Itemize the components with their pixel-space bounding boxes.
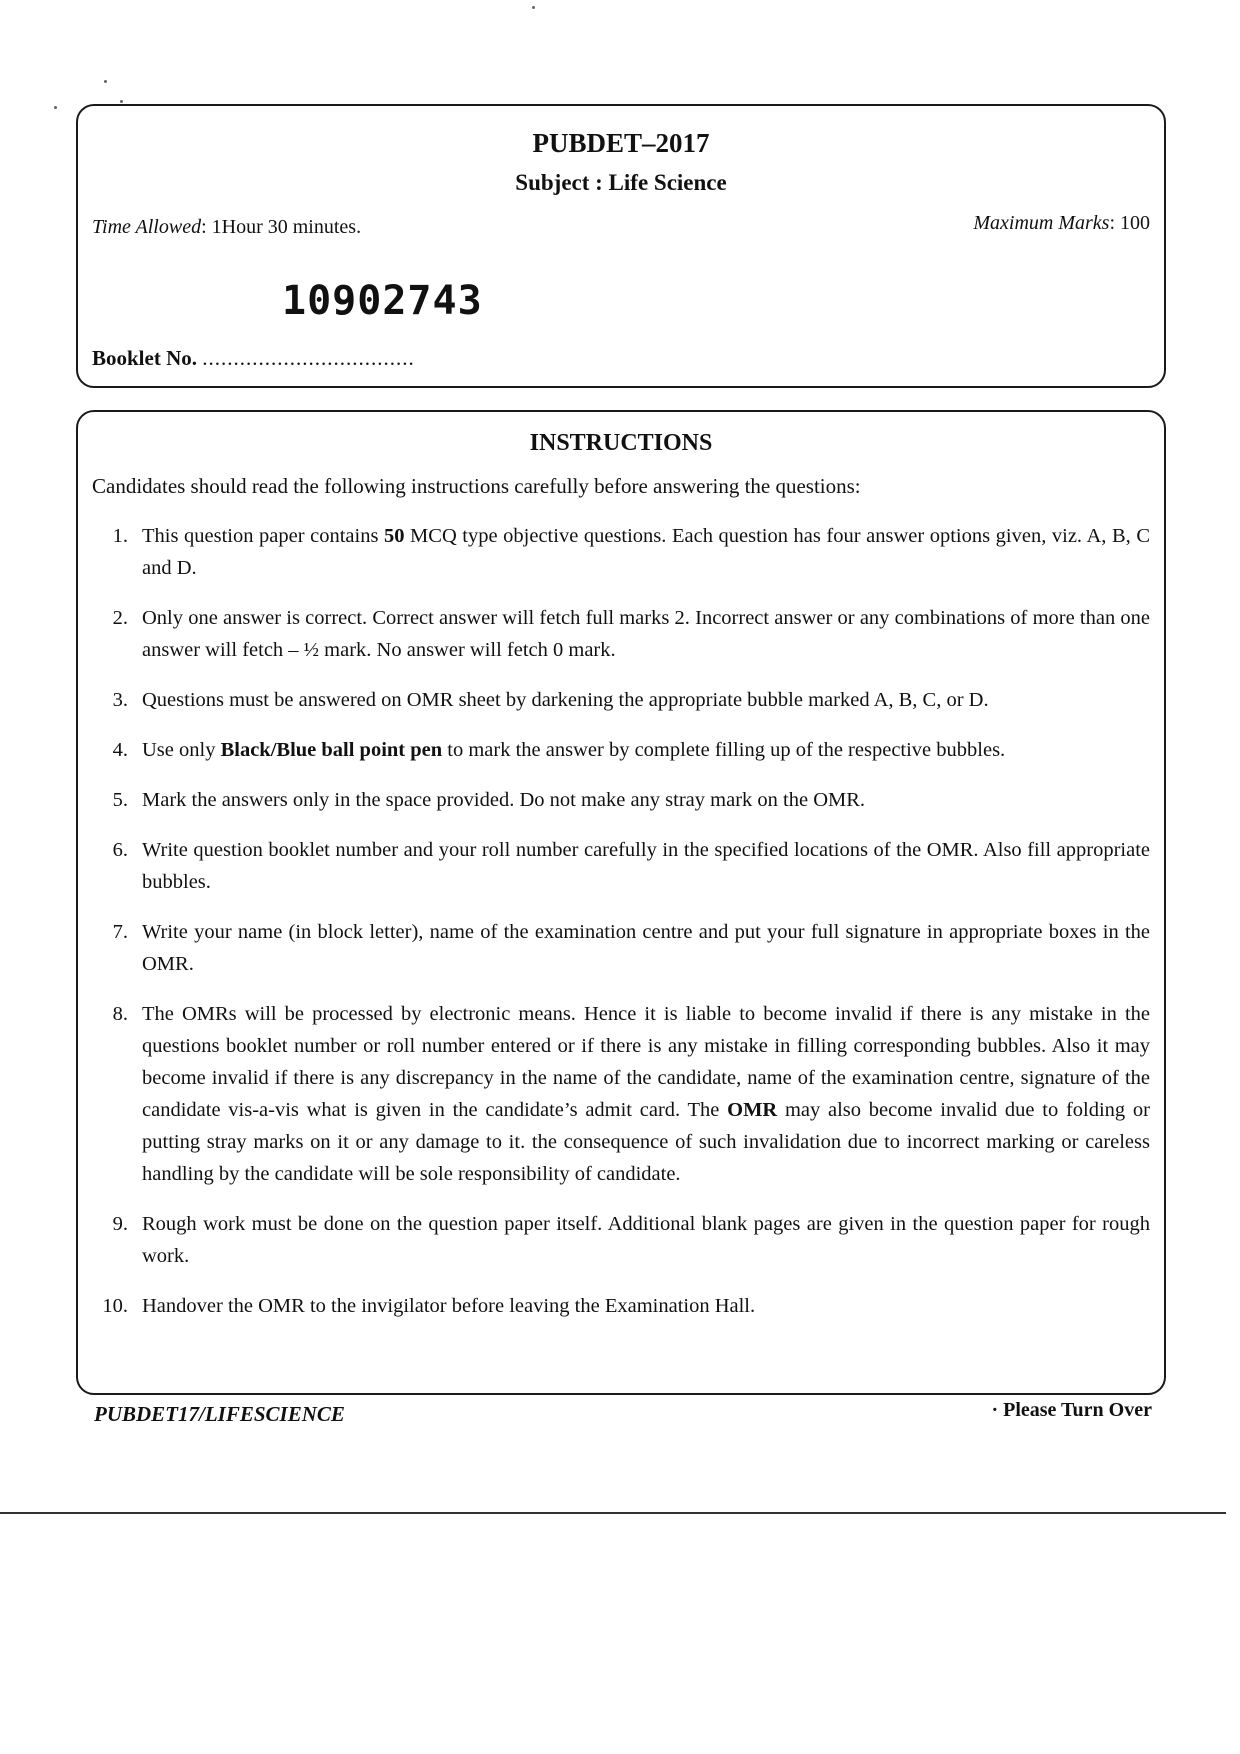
instruction-item [92,1290,1150,1322]
instruction-text: Questions must be answered on OMR sheet by darkening the appropriate bubble marked A, B, C, or D. [142,689,989,711]
instruction-number: 1. [112,525,128,547]
instruction-text: Mark the answers only in the space provided. Do not make any stray mark on the OMR. [142,789,866,811]
instruction-number: 3. [112,689,128,711]
booklet-number-stamp: 10902743 [282,278,483,324]
instruction-item [92,998,1150,1190]
instructions-intro: Candidates should read the following instructions carefully before answering the questions: [92,474,861,498]
booklet-label: Booklet No. [92,346,197,370]
instruction-number: 4. [112,739,128,761]
please-turn-over: · Please Turn Over [991,1399,1152,1421]
instruction-item [92,684,1150,716]
instruction-number: 5. [112,789,128,811]
instruction-text: This question paper contains 50 MCQ type objective questions. Each question has four answer options given, viz. A, B, C and D. [142,525,1150,579]
maximum-marks [973,212,1150,235]
instruction-item [92,734,1150,766]
time-allowed-value: : 1Hour 30 minutes. [201,216,362,238]
subject-line: Subject : Life Science [515,170,727,195]
exam-title: PUBDET–2017 [532,128,710,158]
instruction-text: Write question booklet number and your roll number carefully in the specified locations of the OMR. Also fill appropriate bubbles. [142,839,1150,893]
instruction-text: The OMRs will be processed by electronic means. Hence it is liable to become invalid if there is any mistake in the questions booklet number or roll number entered or if there is any mistake in filling corresponding bubbles. Also it may become invalid if there is any discrepancy in the name of the candidate, name of the examination centre, signature of the candidate vis-a-vis what is given in the candidate’s admit card. The OMR may also become invalid due to folding or putting stray marks on it or any damage to it. the consequence of such invalidation due to incorrect marking or careless handling by the candidate will be sole responsibility of candidate. [142,1003,1150,1185]
max-marks-label: Maximum Marks [973,212,1110,234]
instruction-number: 9. [112,1213,128,1235]
instruction-number: 7. [112,921,128,943]
paper-code: PUBDET17/LIFESCIENCE [94,1402,345,1426]
time-allowed-label: Time Allowed [92,216,202,238]
instructions-heading: INSTRUCTIONS [529,430,713,456]
instruction-item [92,1208,1150,1272]
instruction-number: 6. [112,839,128,861]
instruction-item [92,520,1150,584]
header-box [76,104,1166,388]
booklet-dots: .................................. [202,346,415,370]
max-marks-value: : 100 [1109,212,1150,234]
instruction-item [92,784,1150,816]
instructions-box [76,410,1166,1395]
instruction-text: Write your name (in block letter), name of the examination centre and put your full signature in appropriate boxes in the OMR. [142,921,1150,975]
instruction-number: 2. [112,607,128,629]
time-allowed [92,216,361,239]
booklet-number-field [92,346,415,371]
instruction-item [92,834,1150,898]
instruction-number: 8. [112,1003,128,1025]
instruction-text: Handover the OMR to the invigilator before leaving the Examination Hall. [142,1295,756,1317]
instruction-text: Only one answer is correct. Correct answer will fetch full marks 2. Incorrect answer or any combinations of more than one answer will fetch – ½ mark. No answer will fetch 0 mark. [142,607,1150,661]
instruction-item [92,602,1150,666]
instruction-text: Rough work must be done on the question paper itself. Additional blank pages are given in the question paper for rough work. [142,1213,1150,1267]
instruction-text: Use only Black/Blue ball point pen to mark the answer by complete filling up of the respective bubbles. [142,739,1006,761]
instructions-list [92,520,1150,1340]
page-bottom-rule [0,1512,1226,1514]
instruction-item [92,916,1150,980]
instruction-number: 10. [102,1295,128,1317]
